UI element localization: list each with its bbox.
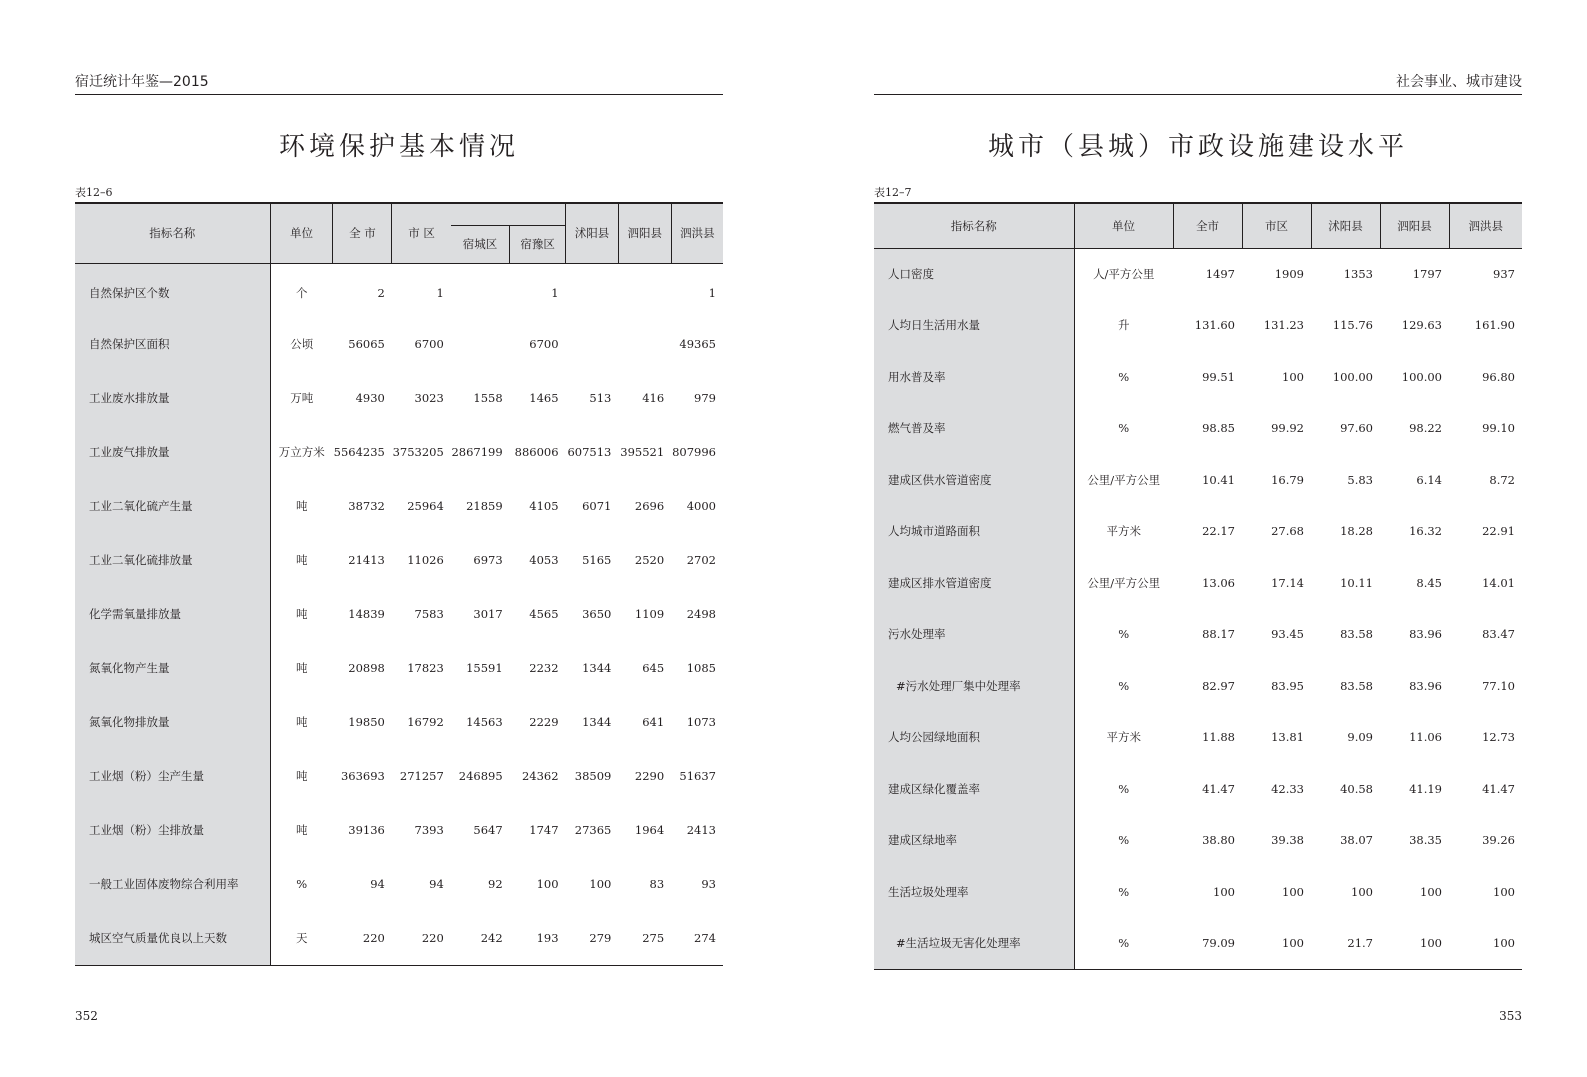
row-unit: % bbox=[1118, 884, 1130, 899]
row-value: 51637 bbox=[679, 769, 716, 783]
row-value: 14839 bbox=[348, 607, 385, 621]
row-value: 77.10 bbox=[1482, 678, 1515, 693]
table-row bbox=[75, 263, 723, 317]
row-value: 129.63 bbox=[1401, 318, 1442, 333]
table-row bbox=[874, 815, 1522, 867]
row-value: 16792 bbox=[407, 715, 444, 729]
row-value: 416 bbox=[642, 391, 665, 405]
table-row bbox=[75, 749, 723, 803]
header-sihong: 泗洪县 bbox=[1449, 203, 1522, 248]
header-shuyang: 沭阳县 bbox=[1311, 203, 1380, 248]
table-row bbox=[874, 300, 1522, 352]
row-value: 13.06 bbox=[1202, 575, 1235, 590]
row-value bbox=[451, 263, 510, 317]
row-value: 1497 bbox=[1205, 267, 1235, 281]
row-value: 94 bbox=[429, 877, 444, 891]
row-value: 2229 bbox=[529, 715, 559, 729]
row-value: 83 bbox=[649, 877, 665, 891]
row-value: 17823 bbox=[407, 661, 444, 675]
row-value: 10.11 bbox=[1340, 575, 1373, 590]
row-value: 83.95 bbox=[1271, 678, 1304, 693]
row-value: 220 bbox=[392, 911, 451, 965]
row-value: 4930 bbox=[355, 391, 385, 405]
table-row bbox=[874, 454, 1522, 506]
row-value: 38.35 bbox=[1409, 833, 1442, 848]
row-value: 14.01 bbox=[1482, 575, 1515, 590]
row-name: 工业烟（粉）尘产生量 bbox=[75, 749, 270, 803]
row-name: 建成区绿地率 bbox=[874, 815, 1074, 867]
row-name: 污水处理率 bbox=[874, 609, 1074, 661]
row-value: 100 bbox=[1420, 884, 1442, 899]
row-name: 工业废水排放量 bbox=[75, 371, 270, 425]
row-value: 83.96 bbox=[1409, 627, 1442, 642]
row-value: 3650 bbox=[582, 607, 612, 621]
row-unit: 公里/平方公里 bbox=[1087, 472, 1161, 487]
table-number: 表12–7 bbox=[874, 186, 912, 199]
row-value: 19850 bbox=[348, 715, 385, 729]
row-value: 100 bbox=[1449, 918, 1522, 970]
row-value bbox=[618, 263, 671, 317]
row-value: 274 bbox=[671, 911, 723, 965]
row-value: 1344 bbox=[582, 715, 612, 729]
section-title: 社会事业、城市建设 bbox=[1396, 74, 1522, 90]
row-value: 11.88 bbox=[1202, 730, 1235, 745]
row-value: 83.47 bbox=[1482, 627, 1515, 642]
row-value: 7393 bbox=[414, 823, 444, 837]
row-value: 98.22 bbox=[1409, 421, 1442, 436]
row-unit: 平方米 bbox=[1106, 730, 1141, 745]
row-value: 100 bbox=[1282, 884, 1304, 899]
row-unit: 吨 bbox=[295, 769, 308, 783]
row-value: 9.09 bbox=[1347, 730, 1373, 745]
row-value: 12.73 bbox=[1482, 730, 1515, 745]
municipal-facilities-table-body bbox=[874, 248, 1522, 969]
table-row bbox=[75, 425, 723, 479]
row-value: 13.81 bbox=[1271, 730, 1304, 745]
row-value: 100.00 bbox=[1401, 369, 1442, 384]
row-name: 人均公园绿地面积 bbox=[874, 712, 1074, 764]
table-row bbox=[874, 403, 1522, 455]
table-row bbox=[874, 763, 1522, 815]
row-unit: % bbox=[1074, 918, 1173, 970]
row-name: #污水处理厂集中处理率 bbox=[874, 660, 1074, 712]
row-value: 5564235 bbox=[333, 445, 385, 459]
row-unit: 吨 bbox=[295, 823, 308, 837]
row-unit: 公顷 bbox=[290, 337, 314, 351]
row-value: 39.38 bbox=[1271, 833, 1304, 848]
row-value: 41.47 bbox=[1202, 781, 1235, 796]
row-value bbox=[618, 317, 671, 371]
row-value: 97.60 bbox=[1340, 421, 1373, 436]
row-value: 4105 bbox=[529, 499, 559, 513]
row-name: 工业二氧化硫产生量 bbox=[75, 479, 270, 533]
row-unit: 个 bbox=[295, 286, 308, 301]
row-value: 193 bbox=[510, 911, 566, 965]
row-value: 14563 bbox=[466, 715, 503, 729]
row-unit: % bbox=[1118, 781, 1130, 796]
row-value: 3023 bbox=[414, 391, 444, 405]
table-row bbox=[75, 479, 723, 533]
row-value: 645 bbox=[642, 661, 665, 675]
row-unit: 万吨 bbox=[290, 391, 314, 405]
row-unit: 万立方米 bbox=[278, 445, 325, 459]
row-name: 建成区绿化覆盖率 bbox=[874, 763, 1074, 815]
header-unit: 单位 bbox=[270, 203, 333, 263]
row-value: 1353 bbox=[1343, 267, 1373, 281]
row-value: 100.00 bbox=[1332, 369, 1373, 384]
row-value: 1747 bbox=[529, 823, 559, 837]
row-value: 2 bbox=[377, 286, 385, 301]
row-value: 161.90 bbox=[1474, 318, 1515, 333]
row-name: 一般工业固体废物综合利用率 bbox=[75, 857, 270, 911]
table-row bbox=[75, 803, 723, 857]
row-value: 275 bbox=[618, 911, 671, 965]
header-district: 市区 bbox=[1242, 203, 1311, 248]
row-value: 395521 bbox=[620, 445, 665, 459]
row-value: 6700 bbox=[529, 337, 559, 351]
row-value: 49365 bbox=[679, 337, 716, 351]
row-value: 5165 bbox=[582, 553, 612, 567]
row-value: 21859 bbox=[466, 499, 503, 513]
row-value: 99.92 bbox=[1271, 421, 1304, 436]
row-value: 2702 bbox=[686, 553, 716, 567]
header-suyu: 宿豫区 bbox=[510, 225, 566, 263]
row-value: 16.79 bbox=[1271, 472, 1304, 487]
header-city: 全市 bbox=[1173, 203, 1242, 248]
row-value: 1558 bbox=[473, 391, 503, 405]
row-value: 38.07 bbox=[1340, 833, 1373, 848]
row-name: 工业废气排放量 bbox=[75, 425, 270, 479]
row-name: 建成区供水管道密度 bbox=[874, 454, 1074, 506]
row-value: 100 bbox=[1493, 884, 1515, 899]
municipal-facilities-table bbox=[874, 202, 1522, 970]
row-value: 39.26 bbox=[1482, 833, 1515, 848]
table-number: 表12–6 bbox=[75, 186, 113, 199]
row-value: 21413 bbox=[348, 553, 385, 567]
row-value: 94 bbox=[370, 877, 385, 891]
row-unit: 平方米 bbox=[1106, 524, 1141, 539]
row-value: 39136 bbox=[348, 823, 385, 837]
header-siyang: 泗阳县 bbox=[1380, 203, 1449, 248]
right-page bbox=[874, 0, 1522, 1077]
row-value: 22.91 bbox=[1482, 524, 1515, 539]
row-value: 1465 bbox=[529, 391, 559, 405]
row-value: 42.33 bbox=[1271, 781, 1304, 796]
header-district-span bbox=[451, 203, 566, 225]
row-name: 燃气普及率 bbox=[874, 403, 1074, 455]
row-value: 10.41 bbox=[1202, 472, 1235, 487]
row-value: 5647 bbox=[473, 823, 503, 837]
row-value: 246895 bbox=[458, 769, 503, 783]
row-name: 工业烟（粉）尘排放量 bbox=[75, 803, 270, 857]
table-row bbox=[874, 712, 1522, 764]
table-row bbox=[874, 609, 1522, 661]
row-value: 2867199 bbox=[451, 445, 503, 459]
table-row bbox=[75, 371, 723, 425]
row-unit: % bbox=[1118, 833, 1130, 848]
row-value: 38732 bbox=[348, 499, 385, 513]
row-value: 93.45 bbox=[1271, 627, 1304, 642]
row-value: 242 bbox=[451, 911, 510, 965]
row-unit: 吨 bbox=[295, 715, 308, 729]
row-unit: % bbox=[1118, 369, 1130, 384]
row-value: 96.80 bbox=[1482, 369, 1515, 384]
row-value: 100 bbox=[1380, 918, 1449, 970]
row-value: 100 bbox=[1242, 918, 1311, 970]
row-name: 人均城市道路面积 bbox=[874, 506, 1074, 558]
row-value: 4053 bbox=[529, 553, 559, 567]
row-unit: % bbox=[1118, 627, 1130, 642]
running-head bbox=[75, 74, 723, 95]
row-value: 2232 bbox=[529, 661, 559, 675]
row-value: 41.47 bbox=[1482, 781, 1515, 796]
row-value bbox=[566, 263, 619, 317]
row-name: 自然保护区面积 bbox=[75, 317, 270, 371]
row-value: 99.10 bbox=[1482, 421, 1515, 436]
row-unit: 吨 bbox=[295, 553, 308, 567]
header-name: 指标名称 bbox=[874, 203, 1074, 248]
row-name: 生活垃圾处理率 bbox=[874, 866, 1074, 918]
row-value: 1085 bbox=[686, 661, 716, 675]
row-value: 82.97 bbox=[1202, 678, 1235, 693]
row-unit: % bbox=[296, 877, 308, 891]
row-value: 1 bbox=[551, 286, 559, 301]
row-value: 11026 bbox=[407, 553, 444, 567]
row-value: 100 bbox=[1282, 369, 1304, 384]
row-value: 88.17 bbox=[1202, 627, 1235, 642]
row-name: 城区空气质量优良以上天数 bbox=[75, 911, 270, 965]
row-value: 22.17 bbox=[1202, 524, 1235, 539]
row-value: 83.96 bbox=[1409, 678, 1442, 693]
row-value: 100 bbox=[1213, 884, 1235, 899]
row-value: 1909 bbox=[1274, 267, 1304, 281]
row-value: 3017 bbox=[473, 607, 503, 621]
table-row bbox=[874, 248, 1522, 300]
row-name: 氮氧化物排放量 bbox=[75, 695, 270, 749]
row-value: 27365 bbox=[574, 823, 612, 837]
page-number: 352 bbox=[75, 1009, 98, 1023]
header-name: 指标名称 bbox=[75, 203, 270, 263]
row-value: 79.09 bbox=[1173, 918, 1242, 970]
row-value bbox=[566, 317, 619, 371]
page-number: 353 bbox=[1499, 1009, 1522, 1023]
row-value: 18.28 bbox=[1340, 524, 1373, 539]
row-value: 641 bbox=[642, 715, 665, 729]
row-unit: % bbox=[1118, 421, 1130, 436]
row-value: 41.19 bbox=[1409, 781, 1442, 796]
row-unit: 吨 bbox=[295, 499, 308, 513]
row-value: 24362 bbox=[521, 769, 559, 783]
row-value: 21.7 bbox=[1311, 918, 1380, 970]
row-value: 27.68 bbox=[1271, 524, 1304, 539]
row-value: 1964 bbox=[634, 823, 665, 837]
header-city: 全 市 bbox=[333, 203, 392, 263]
row-value: 1073 bbox=[686, 715, 716, 729]
row-value: 1 bbox=[436, 286, 444, 301]
table-row bbox=[874, 660, 1522, 712]
row-unit: 吨 bbox=[295, 661, 308, 675]
row-value: 363693 bbox=[340, 769, 385, 783]
row-value: 6.14 bbox=[1416, 472, 1442, 487]
row-name: #生活垃圾无害化处理率 bbox=[874, 918, 1074, 970]
row-value: 92 bbox=[488, 877, 503, 891]
row-name: 用水普及率 bbox=[874, 351, 1074, 403]
table-row bbox=[874, 918, 1522, 970]
header-sihong: 泗洪县 bbox=[671, 203, 723, 263]
row-value: 131.60 bbox=[1194, 318, 1235, 333]
row-value: 2520 bbox=[634, 553, 665, 567]
header-unit: 单位 bbox=[1074, 203, 1173, 248]
table-row bbox=[75, 695, 723, 749]
row-value: 979 bbox=[694, 391, 716, 405]
row-value: 40.58 bbox=[1340, 781, 1373, 796]
row-unit: 吨 bbox=[295, 607, 308, 621]
header-district: 市 区 bbox=[392, 203, 451, 263]
running-head bbox=[874, 74, 1522, 95]
row-value: 1109 bbox=[634, 607, 665, 621]
row-value: 100 bbox=[589, 877, 612, 891]
row-value: 8.72 bbox=[1489, 472, 1515, 487]
row-value: 4565 bbox=[529, 607, 559, 621]
row-name: 化学需氧量排放量 bbox=[75, 587, 270, 641]
row-name: 人均日生活用水量 bbox=[874, 300, 1074, 352]
row-value: 279 bbox=[566, 911, 619, 965]
row-value: 271257 bbox=[399, 769, 444, 783]
row-value: 1344 bbox=[582, 661, 612, 675]
row-value: 15591 bbox=[466, 661, 503, 675]
table-row bbox=[75, 857, 723, 911]
row-unit: 升 bbox=[1118, 318, 1130, 333]
row-value: 38.80 bbox=[1202, 833, 1235, 848]
row-value: 2696 bbox=[634, 499, 665, 513]
row-value: 2413 bbox=[686, 823, 716, 837]
row-value: 99.51 bbox=[1202, 369, 1235, 384]
row-name: 建成区排水管道密度 bbox=[874, 557, 1074, 609]
row-value: 2290 bbox=[634, 769, 665, 783]
row-name: 工业二氧化硫排放量 bbox=[75, 533, 270, 587]
row-value: 886006 bbox=[514, 445, 559, 459]
table-row bbox=[75, 587, 723, 641]
row-value: 38509 bbox=[574, 769, 612, 783]
table-row bbox=[75, 317, 723, 371]
row-value: 2498 bbox=[686, 607, 716, 621]
row-value: 6700 bbox=[414, 337, 444, 351]
header-shuyang: 沭阳县 bbox=[566, 203, 619, 263]
row-value: 93 bbox=[701, 877, 716, 891]
row-value: 7583 bbox=[414, 607, 444, 621]
table-row bbox=[874, 506, 1522, 558]
table-row bbox=[874, 351, 1522, 403]
row-value: 17.14 bbox=[1271, 575, 1304, 590]
row-name: 氮氧化物产生量 bbox=[75, 641, 270, 695]
row-value: 4000 bbox=[686, 499, 716, 513]
row-value: 25964 bbox=[407, 499, 444, 513]
table-row bbox=[75, 641, 723, 695]
row-value: 5.83 bbox=[1347, 472, 1373, 487]
row-value: 1797 bbox=[1412, 267, 1442, 281]
row-value: 83.58 bbox=[1340, 678, 1373, 693]
row-value: 807996 bbox=[672, 445, 716, 459]
header-sucheng: 宿城区 bbox=[451, 225, 510, 263]
environment-table bbox=[75, 202, 723, 966]
table-row bbox=[874, 866, 1522, 918]
table-row bbox=[75, 533, 723, 587]
row-value bbox=[451, 317, 510, 371]
row-unit: 人/平方公里 bbox=[1093, 267, 1155, 281]
row-value: 83.58 bbox=[1340, 627, 1373, 642]
row-value: 6071 bbox=[582, 499, 612, 513]
row-value: 16.32 bbox=[1409, 524, 1442, 539]
row-name: 人口密度 bbox=[874, 248, 1074, 300]
row-value: 98.85 bbox=[1202, 421, 1235, 436]
page-title: 城市（县城）市政设施建设水平 bbox=[987, 132, 1408, 162]
row-value: 220 bbox=[333, 911, 392, 965]
row-value: 11.06 bbox=[1409, 730, 1442, 745]
row-value: 115.76 bbox=[1332, 318, 1373, 333]
table-row bbox=[75, 911, 723, 965]
row-unit: 公里/平方公里 bbox=[1087, 575, 1161, 590]
row-value: 131.23 bbox=[1263, 318, 1304, 333]
row-value: 6973 bbox=[473, 553, 503, 567]
page-title: 环境保护基本情况 bbox=[278, 132, 519, 162]
row-value: 3753205 bbox=[392, 445, 444, 459]
header-siyang: 泗阳县 bbox=[618, 203, 671, 263]
row-value: 100 bbox=[1351, 884, 1373, 899]
yearbook-title: 宿迁统计年鉴—2015 bbox=[75, 74, 209, 90]
table-row bbox=[874, 557, 1522, 609]
row-unit: 天 bbox=[270, 911, 333, 965]
row-value: 100 bbox=[536, 877, 559, 891]
row-value: 56065 bbox=[348, 337, 385, 351]
row-name: 自然保护区个数 bbox=[75, 263, 270, 317]
row-value: 8.45 bbox=[1416, 575, 1442, 590]
row-value: 937 bbox=[1493, 267, 1515, 281]
row-unit: % bbox=[1118, 678, 1130, 693]
row-value: 20898 bbox=[348, 661, 385, 675]
left-page bbox=[75, 0, 723, 1077]
environment-table-body bbox=[75, 263, 723, 965]
row-value: 607513 bbox=[567, 445, 612, 459]
row-value: 1 bbox=[708, 286, 716, 301]
row-value: 513 bbox=[589, 391, 612, 405]
